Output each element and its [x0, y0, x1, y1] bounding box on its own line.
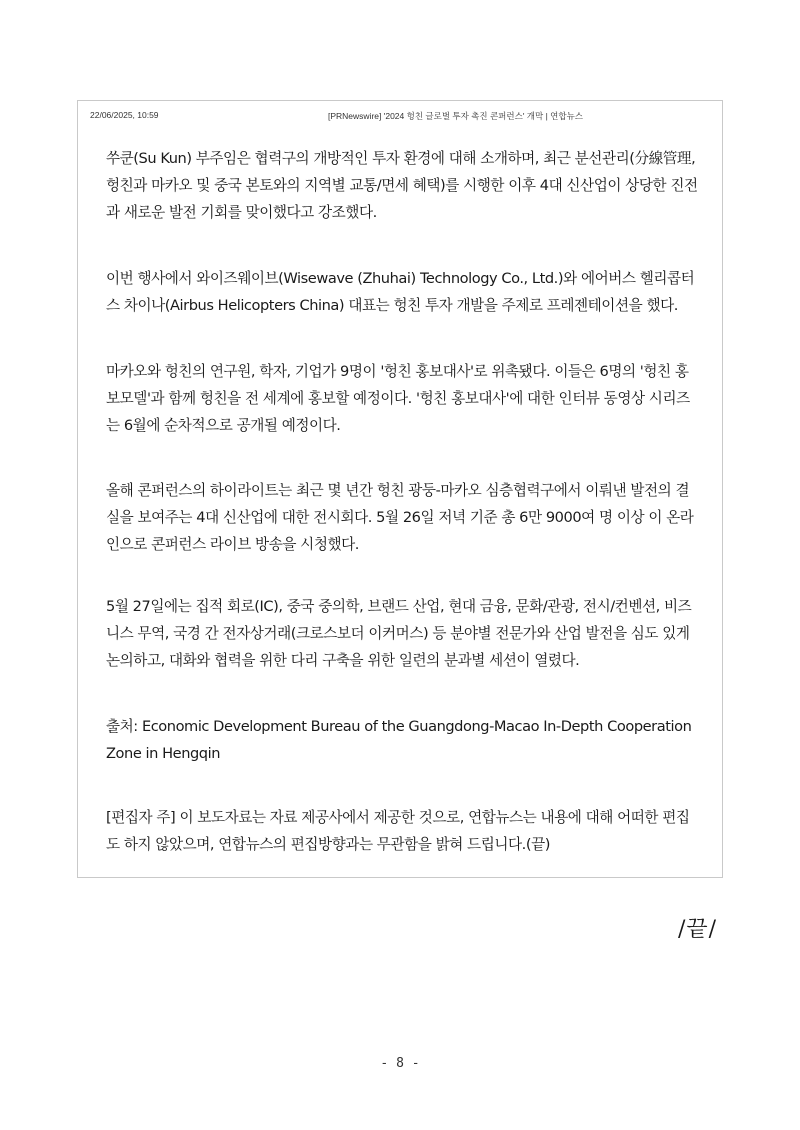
paragraph-presentations: 이번 행사에서 와이즈웨이브(Wisewave (Zhuhai) Technology Co., Ltd.)와 에어버스 헬리콥터스 차이나(Airbus Helicopters China) 대표는 헝친 투자 개발을 주제로 프레젠테이션을 했다.: [106, 269, 695, 314]
end-mark: /끝/: [678, 917, 718, 942]
paragraph-ambassadors: 마카오와 헝친의 연구원, 학자, 기업가 9명이 '헝친 홍보대사'로 위촉됐다. 이들은 6명의 '헝친 홍보모델'과 함께 헝친을 전 세계에 홍보할 예정이다. '헝친 홍보대사'에 대한 인터뷰 동영상 시리즈는 6월에 순차적으로 공개될 예정이다.: [106, 362, 690, 434]
print-source-title: [PRNewswire] '2024 헝친 글로벌 투자 촉진 콘퍼런스' 개막 | 연합뉴스: [328, 111, 583, 121]
print-date: 22/06/2025, 10:59: [90, 110, 159, 120]
page-number: - 8 -: [380, 1056, 420, 1071]
paragraph-source: 출처: Economic Development Bureau of the Guangdong-Macao In-Depth Cooperation Zone in Hengqin: [106, 717, 692, 762]
paragraph-sessions: 5월 27일에는 집적 회로(IC), 중국 중의학, 브랜드 산업, 현대 금융, 문화/관광, 전시/컨벤션, 비즈니스 무역, 국경 간 전자상거래(크로스보더 이커머스) 등 분야별 전문가와 산업 발전을 심도 있게 논의하고, 대화와 협력을 위한 다리 구축을 위한 일련의 분과별 세션이 열렸다.: [106, 597, 692, 669]
print-header: [90, 110, 690, 124]
paragraph-su-kun: 쑤쿤(Su Kun) 부주임은 협력구의 개방적인 투자 환경에 대해 소개하며, 최근 분선관리(分線管理, 헝친과 마카오 및 중국 본토와의 지역별 교통/면세 혜택)를 시행한 이후 4대 신산업이 상당한 진전과 새로운 발전 기회를 맞이했다고 강조했다.: [106, 149, 698, 221]
paragraph-editor-note: [편집자 주] 이 보도자료는 자료 제공사에서 제공한 것으로, 연합뉴스는 내용에 대해 어떠한 편집도 하지 않았으며, 연합뉴스의 편집방향과는 무관함을 밝혀 드립니다.(끝): [106, 808, 690, 853]
paragraph-highlight: 올해 콘퍼런스의 하이라이트는 최근 몇 년간 헝친 광둥-마카오 심층협력구에서 이뤄낸 발전의 결실을 보여주는 4대 신산업에 대한 전시회다. 5월 26일 저녁 기준 총 6만 9000여 명 이상 이 온라인으로 콘퍼런스 라이브 방송을 시청했다.: [106, 481, 694, 553]
